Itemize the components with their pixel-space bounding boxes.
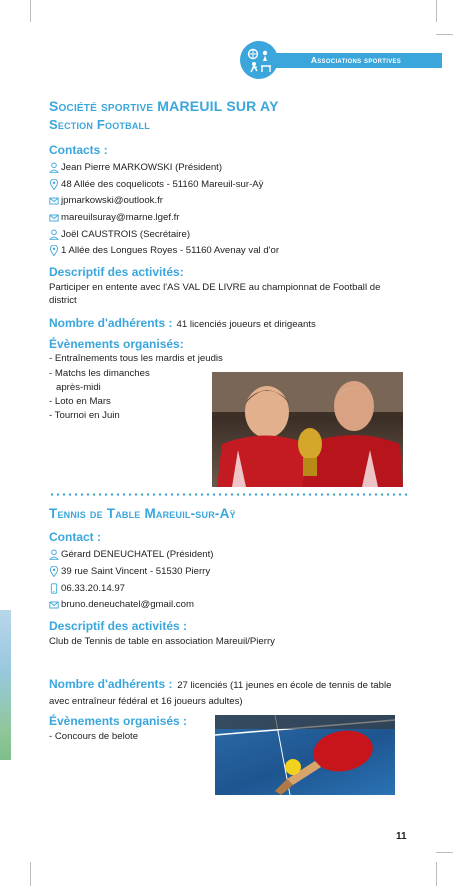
crop-mark — [436, 34, 453, 35]
members-heading: Nombre d'adhérents : — [49, 316, 173, 330]
sports-icon — [240, 41, 278, 79]
description-text: Club de Tennis de table en association Mareuil/Pierry — [49, 636, 275, 647]
description-heading: Descriptif des activités: — [49, 265, 184, 279]
contact-text: 48 Allée des coquelicots - 51160 Mareuil-sur-Aÿ — [61, 179, 264, 190]
contact-email[interactable]: bruno.deneuchatel@gmail.com — [61, 599, 194, 610]
members-value: 41 licenciés joueurs et dirigeants — [176, 319, 316, 330]
members-line — [49, 676, 409, 710]
crop-mark — [30, 0, 31, 22]
description-text: Participer en entente avec l'AS VAL DE LIVRE au championnat de Football de district — [49, 282, 381, 306]
email-icon — [49, 212, 59, 223]
contact-line[interactable] — [49, 598, 194, 611]
contact-email[interactable]: mareuilsuray@marne.lgef.fr — [61, 212, 180, 223]
events-heading: Évènements organisés: — [49, 337, 184, 351]
event-item: après-midi — [56, 382, 101, 393]
event-item: - Entraînements tous les mardis et jeudis — [49, 353, 223, 364]
page-number: 11 — [396, 831, 407, 842]
contacts-heading: Contacts : — [49, 143, 108, 157]
location-pin-icon — [49, 566, 59, 577]
event-item: - Concours de belote — [49, 731, 139, 742]
contact-phone[interactable]: 06.33.20.14.97 — [61, 583, 126, 594]
event-item: - Matchs les dimanches — [49, 368, 150, 379]
email-icon — [49, 195, 59, 206]
contact-email[interactable]: jpmarkowski@outlook.fr — [61, 195, 163, 206]
email-icon — [49, 599, 59, 610]
contact-line — [49, 548, 213, 561]
contact-line[interactable] — [49, 582, 125, 595]
members-heading: Nombre d'adhérents : — [49, 677, 173, 691]
section-header-label: Associations sportives — [310, 55, 402, 65]
contact-line — [49, 244, 279, 257]
location-pin-icon — [49, 179, 59, 190]
members-line — [49, 316, 316, 330]
side-photo-strip — [0, 610, 11, 760]
contact-line — [49, 228, 190, 241]
org-subtitle-football: Section Football — [49, 117, 150, 132]
events-heading: Évènements organisés : — [49, 714, 188, 728]
table-tennis-photo — [215, 715, 395, 795]
section-header-band — [258, 53, 442, 68]
contact-text: 1 Allée des Longues Royes - 51160 Avenay val d'or — [61, 245, 280, 256]
phone-icon — [49, 583, 59, 594]
org-title-tennis: Tennis de Table Mareuil-sur-Aÿ — [49, 506, 236, 521]
description-heading: Descriptif des activités : — [49, 619, 188, 633]
contact-line — [49, 565, 210, 578]
org-title-football: Société sportive MAREUIL SUR AY — [49, 98, 279, 114]
crop-mark — [30, 862, 31, 886]
contact-heading: Contact : — [49, 530, 101, 544]
football-team-photo — [212, 372, 403, 487]
person-icon — [49, 549, 59, 560]
location-pin-icon — [49, 245, 59, 256]
contact-text: Gérard DENEUCHATEL (Président) — [61, 549, 214, 560]
contact-text: Jean Pierre MARKOWSKI (Président) — [61, 162, 223, 173]
contact-line[interactable] — [49, 194, 163, 207]
contact-text: Joël CAUSTROIS (Secrétaire) — [61, 229, 191, 240]
crop-mark — [436, 852, 453, 853]
crop-mark — [436, 862, 437, 886]
event-item: - Tournoi en Juin — [49, 410, 120, 421]
contact-text: 39 rue Saint Vincent - 51530 Pierry — [61, 566, 211, 577]
contact-line — [49, 161, 222, 174]
event-item: - Loto en Mars — [49, 396, 111, 407]
contact-line[interactable] — [49, 211, 180, 224]
person-icon — [49, 229, 59, 240]
contact-line — [49, 178, 263, 191]
section-divider — [49, 493, 409, 496]
members-value: 27 licenciés (11 jeunes en école de tennis de table avec entraîneur fédéral et 16 joueurs adultes) — [49, 680, 392, 707]
person-icon — [49, 162, 59, 173]
crop-mark — [436, 0, 437, 22]
